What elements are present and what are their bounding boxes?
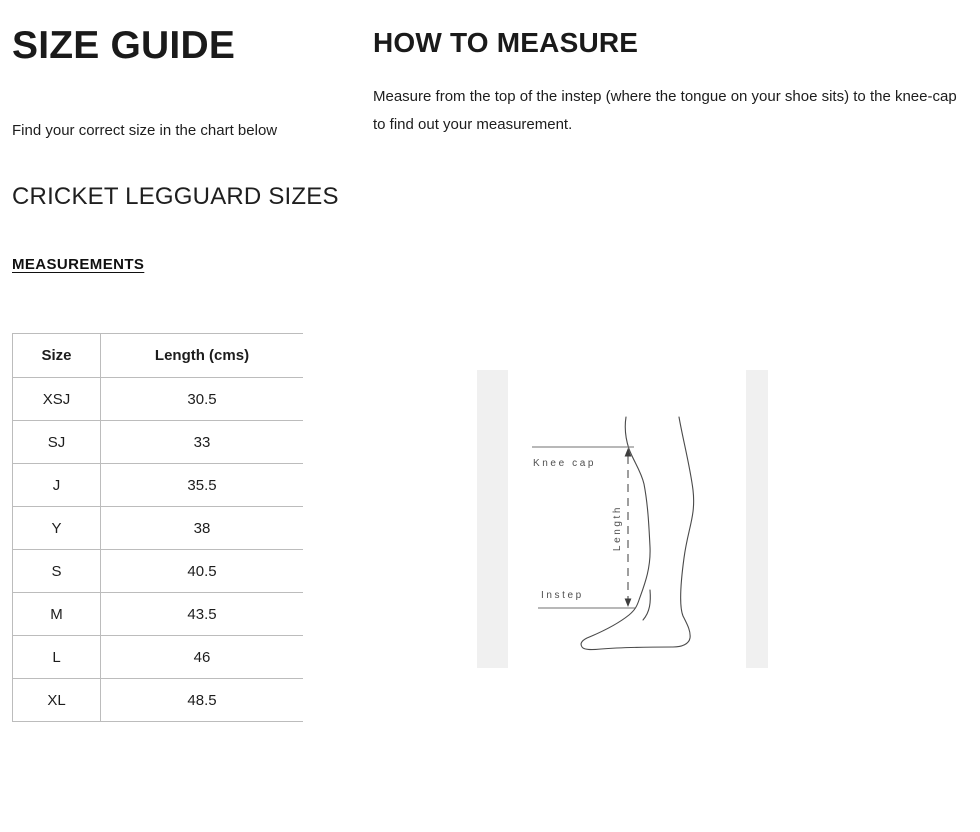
arrow-down-icon	[625, 599, 632, 608]
intro-text: Find your correct size in the chart below	[12, 122, 278, 139]
size-cell: L	[13, 636, 101, 679]
table-header-row	[13, 334, 304, 378]
ankle-crease-path	[643, 590, 650, 620]
table-row	[13, 636, 304, 679]
table-row	[13, 378, 304, 421]
length-cell: 33	[101, 421, 304, 464]
size-cell: M	[13, 593, 101, 636]
length-cell: 38	[101, 507, 304, 550]
table-row	[13, 421, 304, 464]
size-cell: S	[13, 550, 101, 593]
how-to-measure-heading: HOW TO MEASURE	[373, 27, 639, 58]
category-heading: CRICKET LEGGUARD SIZES	[12, 183, 339, 210]
leg-measurement-diagram	[477, 370, 768, 668]
knee-cap-label: Knee cap	[533, 458, 597, 469]
page-title: SIZE GUIDE	[12, 24, 236, 67]
table-row	[13, 679, 304, 722]
size-table-body	[13, 378, 304, 722]
instep-label: Instep	[541, 590, 584, 601]
table-row	[13, 507, 304, 550]
leg-outline-path	[581, 417, 694, 650]
size-cell: XSJ	[13, 378, 101, 421]
length-cell: 46	[101, 636, 304, 679]
how-to-measure-description: Measure from the top of the instep (where the tongue on your shoe sits) to the knee-cap to find out your measurement.	[373, 88, 957, 133]
size-column-header: Size	[13, 334, 101, 378]
size-table	[12, 333, 303, 722]
measurements-link[interactable]: MEASUREMENTS	[12, 256, 145, 273]
leg-illustration	[477, 370, 768, 668]
length-label: Length	[612, 504, 623, 552]
length-cell: 48.5	[101, 679, 304, 722]
size-cell: XL	[13, 679, 101, 722]
length-cell: 43.5	[101, 593, 304, 636]
length-column-header: Length (cms)	[101, 334, 304, 378]
table-row	[13, 593, 304, 636]
size-cell: Y	[13, 507, 101, 550]
size-table-head	[13, 334, 304, 378]
size-cell: SJ	[13, 421, 101, 464]
size-cell: J	[13, 464, 101, 507]
length-cell: 40.5	[101, 550, 304, 593]
length-cell: 30.5	[101, 378, 304, 421]
table-row	[13, 550, 304, 593]
length-cell: 35.5	[101, 464, 304, 507]
table-row	[13, 464, 304, 507]
